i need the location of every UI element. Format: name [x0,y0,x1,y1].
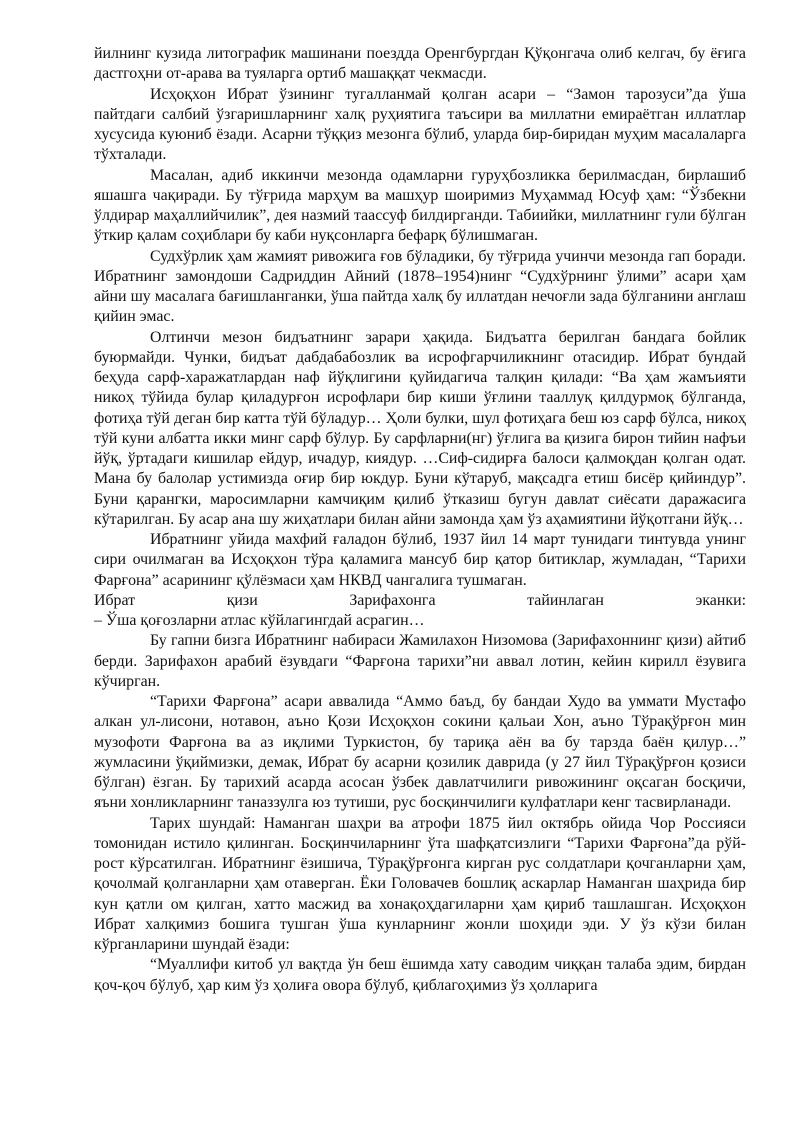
paragraph-7-spread-line [94,591,746,611]
spread-word: эканки: [695,591,746,609]
paragraph-11: Тарих шундай: Наманган шаҳри ва атрофи 1875 йил октябрь ойида Чор Россияси томонидан истило қилинган. Босқинчиларнинг ўта шафқатсизлиги “Тарихи Фарғона”да рўй-рост кўрсатилган. Ибратнинг ёзишича, Тўрақўрғонга кирган рус солдатлари қочганларни ҳам, қочолмай қолганларни ҳам отаверган. Ёки Головачев бошлиқ аскарлар Наманган шаҳрида бир кун қатли ом қилган, хатто масжид ва хонақоҳдагиларни ҳам қириб ташлашган. Исҳоқхон Ибрат халқимиз бошига тушган ўша кунларнинг жонли шоҳиди эди. У ўз кўзи билан кўрганларини шундай ёзади: [94,814,746,953]
paragraph-4: Судхўрлик ҳам жамият ривожига ғов бўладики, бу тўғрида учинчи мезонда гап боради. Ибратнинг замондоши Садриддин Айний (1878–1954)нинг “Судхўрнинг ўлими” асари ҳам айни шу масалага бағишланганки, ўша пайтда халқ бу иллатдан нечоғли зада бўлганини англаш қийин эмас. [94,247,746,326]
paragraph-6: Ибратнинг уйида махфий ғаладон бўлиб, 1937 йил 14 март тунидаги тинтувда унинг сири очилмаган ва Исҳоқхон тўра қаламига мансуб бир қатор битиклар, жумладан, “Тарихи Фарғона” асарининг қўлёзмаси ҳам НКВД чангалига тушмаган. [94,531,746,589]
document-page [94,44,746,996]
paragraph-10: “Тарихи Фарғона” асари аввалида “Аммо баъд, бу бандаи Худо ва уммати Мустафо алкан ул-лисони, нотавон, аъно Қози Исҳоқхон сокини қальаи Хон, аъно Тўрақўрғон мин музофоти Фарғона ва аз иқлими Туркистон, бу тариқа аён ва бу тарзда баён қилур…” жумласини ўқиймизки, демак, Ибрат бу асарни қозилик даврида (у 27 йил Тўрақўрғон қозиси бўлган) ёзган. Бу тарихий асарда асосан ўзбек давлатчилиги ривожининг оқсаган босқичи, яъни хонликларнинг таназзулга юз тутиши, рус босқинчилиги кулфатлари кенг тасвирланади. [94,693,746,812]
paragraph-9: Бу гапни бизга Ибратнинг набираси Жамилахон Низомова (Зарифахоннинг қизи) айтиб берди. Зарифахон арабий ёзувдаги “Фарғона тарихи”ни аввал лотин, кейин кирилл ёзувига кўчирган. [94,632,746,690]
paragraph-1: йилнинг кузида литографик машинани поездда Оренгбургдан Қўқонгача олиб келгач, бу ёғига дастгоҳни от-арава ва туяларга ортиб машаққат чекмасди. [94,45,746,83]
spread-word: тайинлаган [527,591,604,609]
paragraph-3: Масалан, адиб иккинчи мезонда одамларни гуруҳбозликка берилмасдан, бирлашиб яшашга чақиради. Бу тўғрида марҳум ва машҳур шоиримиз Муҳаммад Юсуф ҳам: “Ўзбекни ўлдирар маҳаллийчилик”, дея назмий таассуф билдирганди. Табиийки, миллатнинг гули бўлган ўткир қалам соҳиблари бу каби нуқсонларга бефарқ бўлишмаган. [94,166,746,245]
paragraph-2: Исҳоқхон Ибрат ўзининг тугалланмай қолган асари – “Замон тарозуси”да ўша пайтдаги салбий ўзгаришларнинг халқ руҳиятига таъсири ва миллатни емираётган иллатлар хусусида куюниб ёзади. Асарни тўққиз мезонга бўлиб, уларда бир-биридан муҳим масалаларга тўхталади. [94,85,746,164]
paragraph-5: Олтинчи мезон бидъатнинг зарари ҳақида. Бидъатга берилган бандага бойлик буюрмайди. Чунки, бидъат дабдабабозлик ва исрофгарчиликнинг отасидир. Ибрат бундай беҳуда сарф-харажатлардан наф йўқлигини қуйидагича талқин қилади: “Ва ҳам жамъияти никоҳ тўйида булар қиладурғон исрофлари бир киши ўғлини тааллуқ қилдурмоқ бўлганда, фотиҳа тўй деган бир катта тўй бўладур… Ҳоли булки, шул фотиҳага беш юз сарф бўлса, никоҳ тўй куни албатта икки минг сарф бўлур. Бу сарфларни(нг) ўғлига ва қизига бирон тийин нафъи йўқ, ўртадаги кишилар ейдур, ичадур, киядур. …Сиф-сидирға балоси қалмоқдан қолган одат. Мана бу балолар устимизда оғир бир юкдур. Буни кўтаруб, мақсадга етиш бисёр қийиндур”. Буни қарангки, маросимларни камчиқим қилиб ўтказиш бугун давлат сиёсати даражасига кўтарилган. Бу асар ана шу жиҳатлари билан айни замонда ҳам ўз аҳамиятини йўқотгани йўқ… [94,328,746,528]
spread-word: Зарифахонга [349,591,436,609]
paragraph-8-dialogue: – Ўша қоғозларни атлас кўйлагингдай асрагин… [94,612,425,629]
spread-word: Ибрат [94,591,136,609]
paragraph-12: “Муаллифи китоб ул вақтда ўн беш ёшимда хату саводим чиққан талаба эдим, бирдан қоч-қоч бўлуб, ҳар ким ўз ҳолиға овора бўлуб, қиблагоҳимиз ўз ҳолларига [94,956,746,994]
spread-word: қизи [226,591,258,609]
